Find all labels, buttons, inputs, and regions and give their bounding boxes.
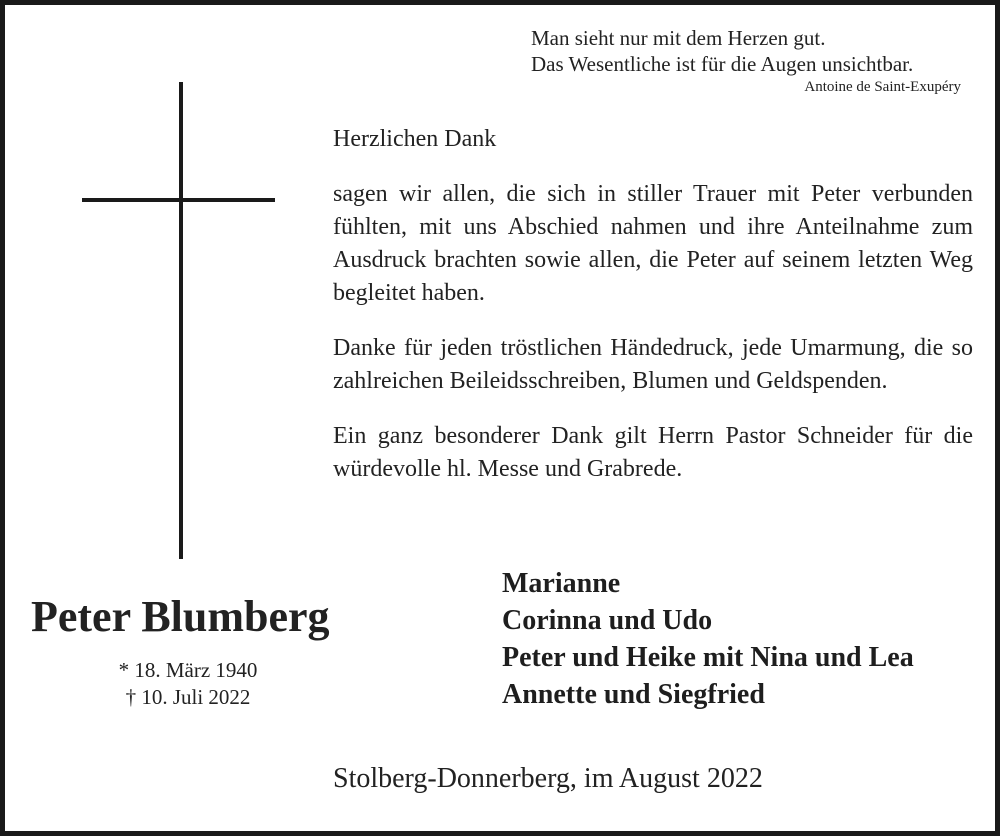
thanks-paragraph-1: sagen wir allen, die sich in stiller Trauer mit Peter verbunden fühlten, mit uns Abschied nahmen und ihre Anteilnahme zum Ausdruck brachten sowie allen, die Peter auf seinem letzten Weg begleitet haben. bbox=[333, 181, 973, 306]
thanks-greeting: Herzlichen Dank bbox=[333, 126, 497, 152]
quote-line-1: Man sieht nur mit dem Herzen gut. bbox=[531, 26, 826, 50]
family-member: Annette und Siegfried bbox=[502, 679, 765, 710]
thanks-paragraph-2: Danke für jeden tröstlichen Händedruck, jede Umarmung, die so zahlreichen Beileidsschreiben, Blumen und Geldspenden. bbox=[333, 335, 973, 394]
birth-date: * 18. März 1940 bbox=[118, 658, 258, 682]
quote-line-2: Das Wesentliche ist für die Augen unsichtbar. bbox=[531, 52, 914, 76]
thanks-text bbox=[333, 123, 973, 486]
family-member: Peter und Heike mit Nina und Lea bbox=[502, 642, 914, 673]
place-and-date: Stolberg-Donnerberg, im August 2022 bbox=[333, 763, 763, 794]
family-member: Marianne bbox=[502, 568, 621, 599]
cross-horizontal-bar bbox=[82, 198, 275, 202]
family-signatures bbox=[502, 565, 914, 713]
quote-block bbox=[531, 25, 961, 96]
quote-author: Antoine de Saint-Exupéry bbox=[804, 79, 961, 95]
thanks-paragraph-3: Ein ganz besonderer Dank gilt Herrn Pastor Schneider für die würdevolle hl. Messe und Grabrede. bbox=[333, 423, 973, 482]
death-date: † 10. Juli 2022 bbox=[125, 685, 251, 709]
family-member: Corinna und Udo bbox=[502, 605, 713, 636]
deceased-name: Peter Blumberg bbox=[31, 592, 330, 641]
cross-vertical-bar bbox=[179, 82, 183, 559]
life-dates bbox=[31, 657, 345, 711]
